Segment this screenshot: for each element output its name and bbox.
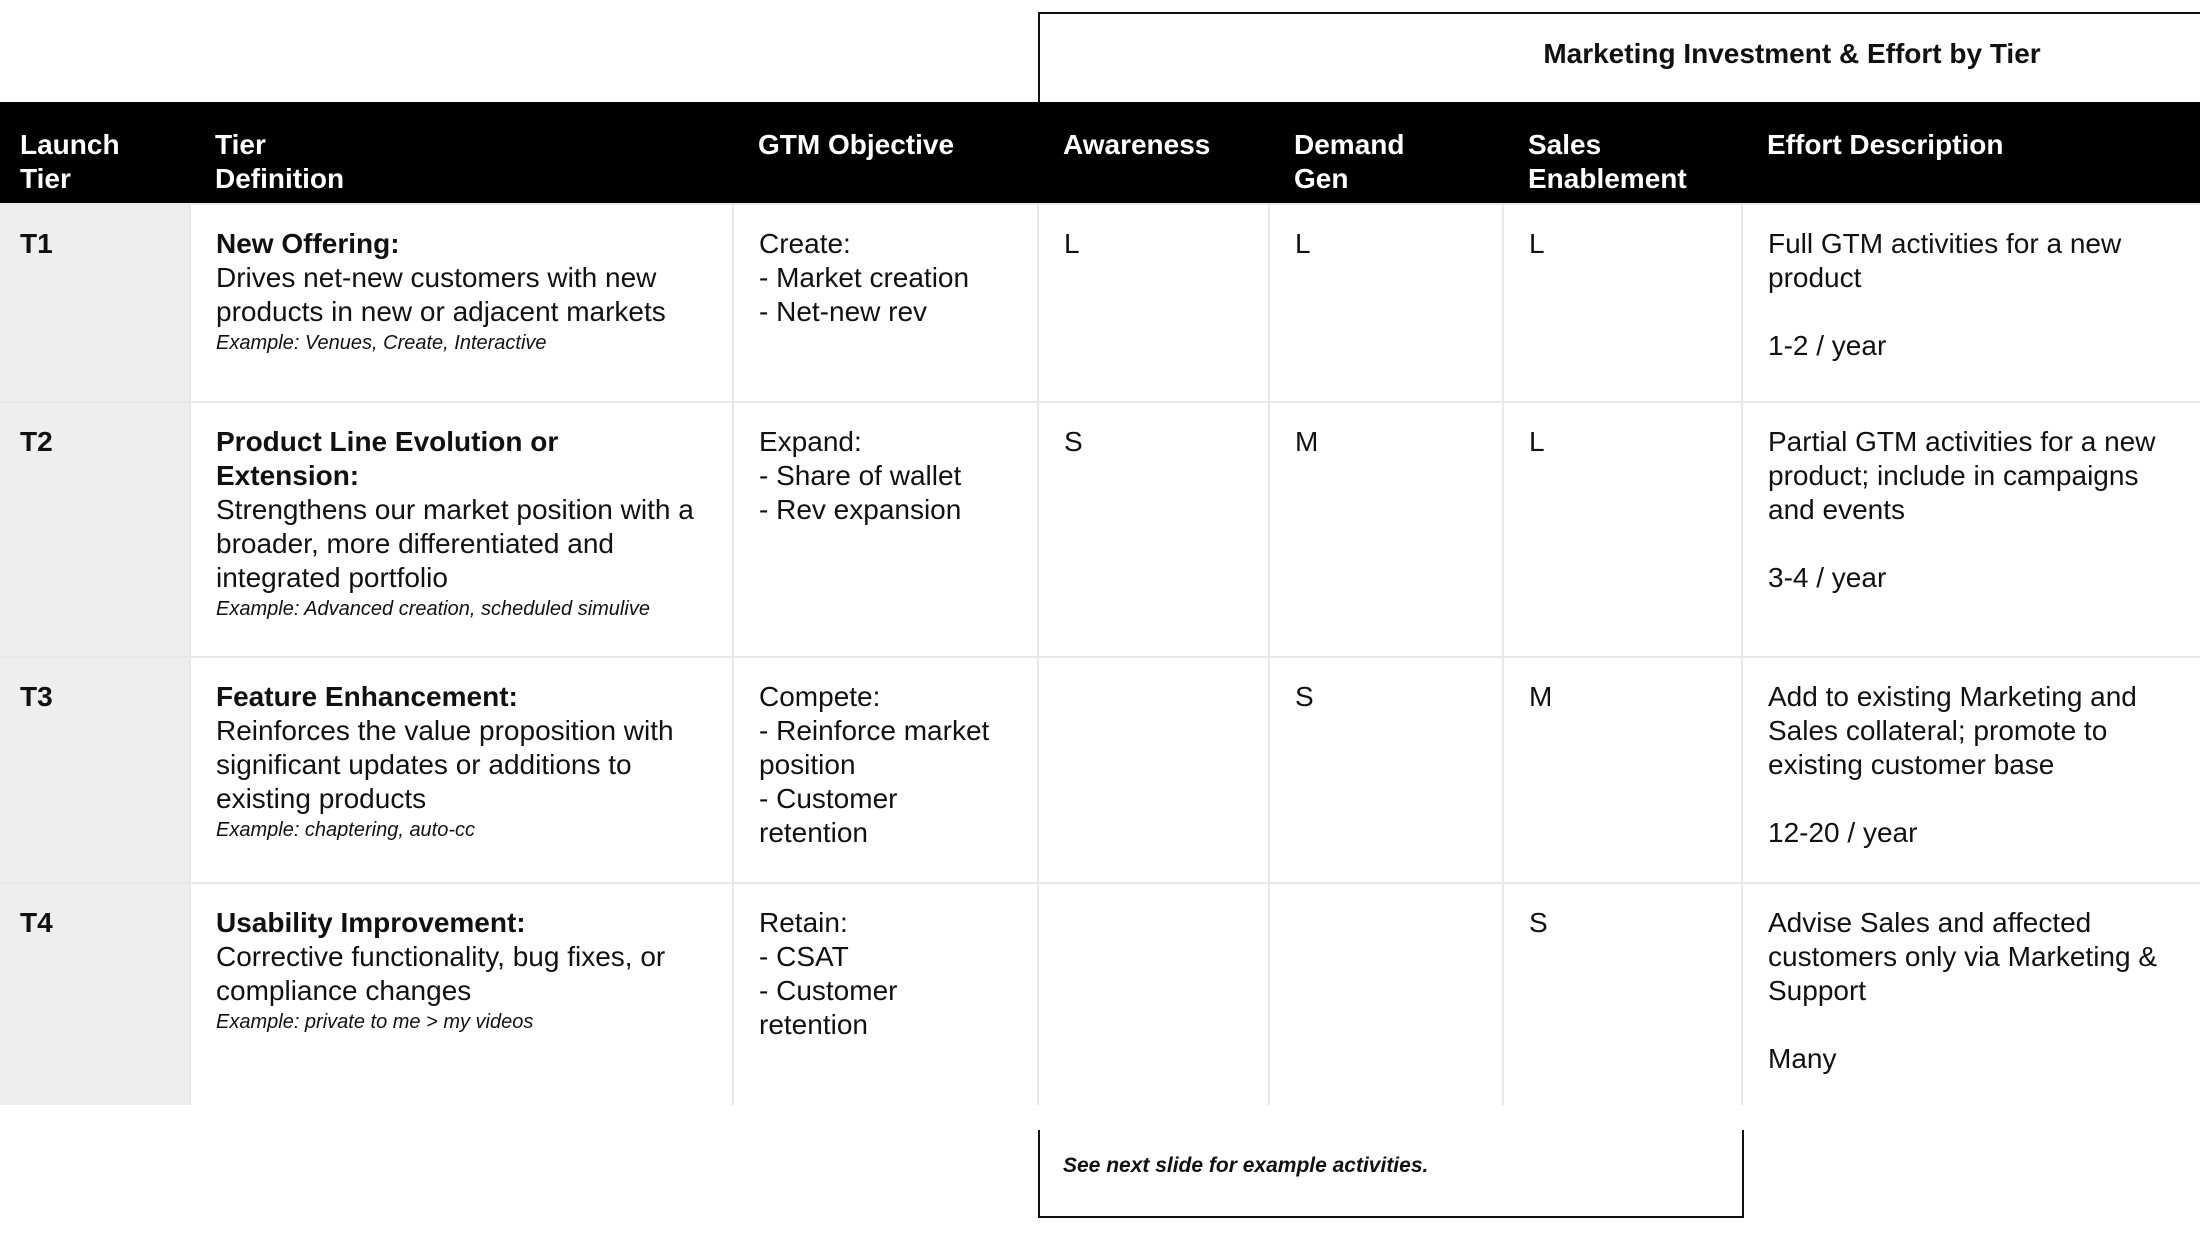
sales-enablement-level: L [1529,426,1545,457]
sales-enablement-level: M [1529,681,1553,712]
effort-frequency: 3-4 / year [1768,562,1887,593]
objective-line: - Market creation [759,262,970,293]
objective-cell [733,657,1038,883]
demand-gen-cell [1269,204,1503,402]
effort-frequency: 1-2 / year [1768,330,1887,361]
sales-enablement-level: S [1529,907,1548,938]
objective-line: - Customer retention [759,975,898,1040]
objective-line: - Net-new rev [759,296,928,327]
demand-gen-cell [1269,883,1503,1105]
footnote: See next slide for example activities. [1063,1154,1429,1177]
definition-title: Usability Improvement: [216,907,526,938]
awareness-level: L [1064,228,1080,259]
table-row [0,204,2200,402]
definition-example: Example: Advanced creation, scheduled simulive [216,598,650,620]
objective-head: Retain: [759,907,848,938]
definition-text: Strengthens our market position with a broader, more differentiated and integrated portfolio [216,494,694,593]
effort-text: Full GTM activities for a new product [1768,228,2122,293]
demand-gen-level: M [1295,426,1319,457]
definition-title: New Offering: [216,228,400,259]
awareness-cell [1038,883,1269,1105]
section-title: Marketing Investment & Effort by Tier [1543,38,2041,69]
awareness-cell [1038,657,1269,883]
sales-enablement-cell [1503,883,1742,1105]
awareness-cell [1038,402,1269,657]
objective-line: - Reinforce market position [759,715,990,780]
definition-title: Feature Enhancement: [216,681,518,712]
header-launch-tier: Launch Tier [0,102,190,204]
header-gtm-objective: GTM Objective [733,102,1038,204]
effort-frequency: Many [1768,1043,1837,1074]
definition-cell [190,883,733,1105]
effort-text: Add to existing Marketing and Sales collateral; promote to existing customer base [1768,681,2137,780]
effort-cell [1742,402,2200,657]
tier-cell: T2 [0,402,190,657]
definition-title: Product Line Evolution or Extension: [216,426,559,491]
header-effort-description: Effort Description [1742,102,2200,204]
awareness-level: S [1064,426,1083,457]
demand-gen-level: L [1295,228,1311,259]
header-awareness: Awareness [1038,102,1269,204]
objective-cell [733,883,1038,1105]
tier-cell: T3 [0,657,190,883]
header-tier-definition: Tier Definition [190,102,733,204]
definition-cell [190,657,733,883]
sales-enablement-cell [1503,657,1742,883]
objective-line: - CSAT [759,941,849,972]
effort-cell [1742,883,2200,1105]
objective-head: Expand: [759,426,862,457]
objective-head: Compete: [759,681,881,712]
objective-line: - Rev expansion [759,494,962,525]
table-row [0,657,2200,883]
definition-cell [190,204,733,402]
definition-example: Example: chaptering, auto-cc [216,819,476,841]
sales-enablement-cell [1503,402,1742,657]
effort-text: Advise Sales and affected customers only via Marketing & Support [1768,907,2158,1006]
demand-gen-cell [1269,402,1503,657]
sales-enablement-level: L [1529,228,1545,259]
tier-cell: T1 [0,204,190,402]
definition-text: Corrective functionality, bug fixes, or compliance changes [216,941,666,1006]
header-demand-gen: Demand Gen [1269,102,1503,204]
header-sales-enablement: Sales Enablement [1503,102,1742,204]
definition-cell [190,402,733,657]
objective-head: Create: [759,228,851,259]
demand-gen-level: S [1295,681,1314,712]
header-row [0,102,2200,204]
objective-cell [733,402,1038,657]
definition-example: Example: private to me > my videos [216,1011,534,1033]
effort-text: Partial GTM activities for a new product; include in campaigns and events [1768,426,2156,525]
definition-example: Example: Venues, Create, Interactive [216,332,547,354]
table-row [0,402,2200,657]
definition-text: Reinforces the value proposition with significant updates or additions to existing products [216,715,674,814]
launch-tier-table [0,102,2200,1105]
effort-cell [1742,657,2200,883]
awareness-cell [1038,204,1269,402]
table-row [0,883,2200,1105]
tier-cell: T4 [0,883,190,1105]
effort-frequency: 12-20 / year [1768,817,1918,848]
objective-line: - Share of wallet [759,460,962,491]
effort-cell [1742,204,2200,402]
definition-text: Drives net-new customers with new products in new or adjacent markets [216,262,666,327]
objective-line: - Customer retention [759,783,898,848]
sales-enablement-cell [1503,204,1742,402]
objective-cell [733,204,1038,402]
demand-gen-cell [1269,657,1503,883]
